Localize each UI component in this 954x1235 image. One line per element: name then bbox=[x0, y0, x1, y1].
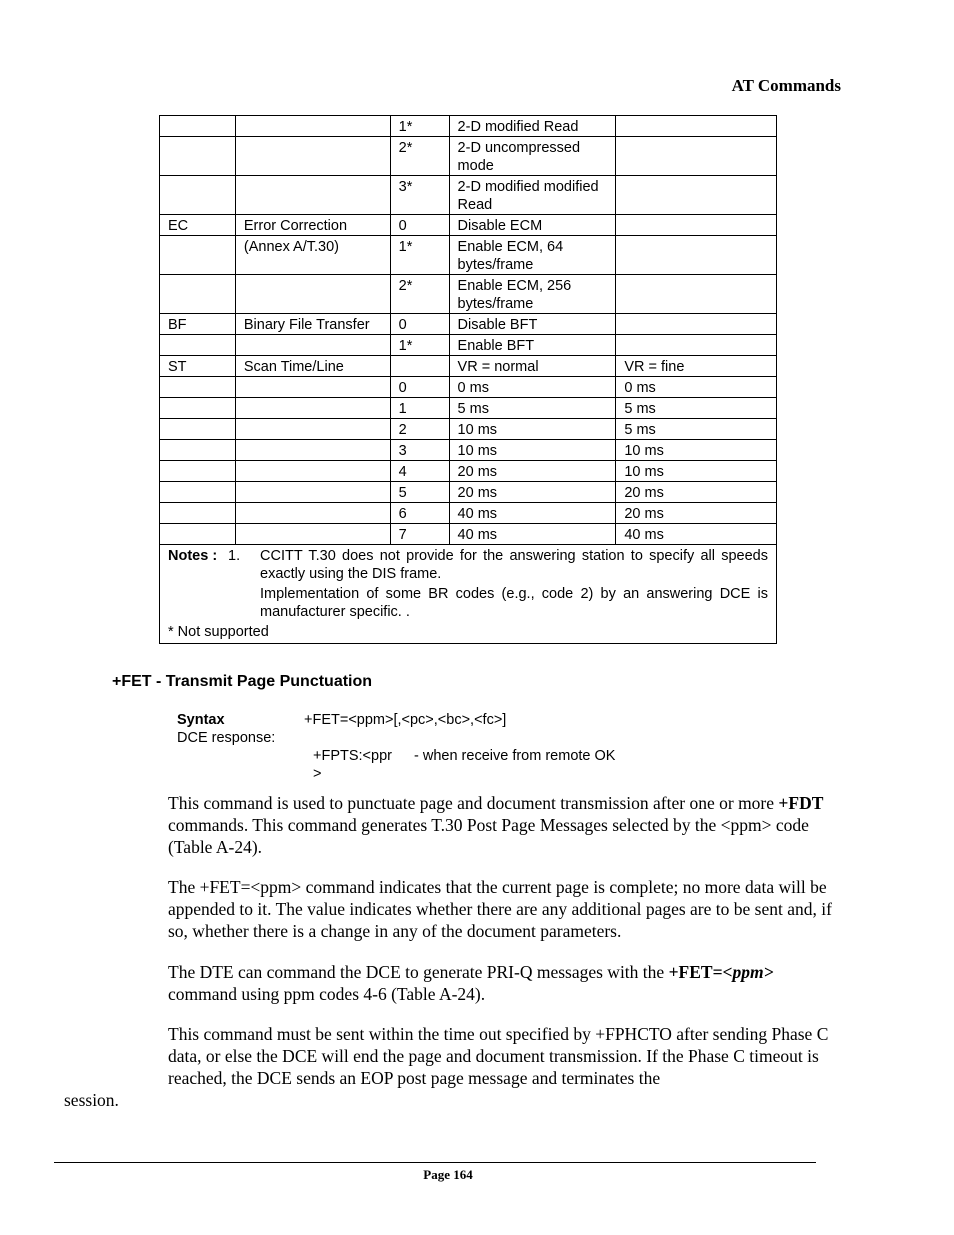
table-cell: (Annex A/T.30) bbox=[235, 236, 390, 275]
table-row bbox=[160, 314, 777, 335]
table-cell: 7 bbox=[390, 524, 449, 545]
table-cell bbox=[235, 275, 390, 314]
table-cell bbox=[160, 524, 236, 545]
table-cell bbox=[616, 335, 777, 356]
table-cell: 5 bbox=[390, 482, 449, 503]
table-cell: 5 ms bbox=[616, 419, 777, 440]
table-cell: Disable ECM bbox=[449, 215, 616, 236]
table-cell bbox=[616, 236, 777, 275]
table-cell: 10 ms bbox=[616, 440, 777, 461]
table-cell bbox=[616, 137, 777, 176]
notes-label: Notes : bbox=[168, 548, 218, 564]
table-cell: 0 bbox=[390, 215, 449, 236]
table-cell: 40 ms bbox=[616, 524, 777, 545]
table-cell: 1* bbox=[390, 236, 449, 275]
table-cell bbox=[616, 215, 777, 236]
table-row bbox=[160, 176, 777, 215]
table-row bbox=[160, 335, 777, 356]
table-cell bbox=[160, 482, 236, 503]
table-cell: 1 bbox=[390, 398, 449, 419]
syntax-block bbox=[177, 711, 677, 783]
table-row bbox=[160, 524, 777, 545]
table-cell: 5 ms bbox=[616, 398, 777, 419]
table-cell: BF bbox=[160, 314, 236, 335]
table-cell: 2* bbox=[390, 137, 449, 176]
table-cell: 6 bbox=[390, 503, 449, 524]
table-cell: 4 bbox=[390, 461, 449, 482]
table-cell bbox=[616, 314, 777, 335]
table-cell bbox=[616, 275, 777, 314]
section-heading: +FET - Transmit Page Punctuation bbox=[112, 673, 373, 690]
not-supported-footnote: * Not supported bbox=[168, 624, 269, 640]
table-cell: VR = normal bbox=[449, 356, 616, 377]
table-cell: 0 ms bbox=[449, 377, 616, 398]
table-cell bbox=[235, 440, 390, 461]
parameter-table-body bbox=[160, 116, 777, 545]
table-row bbox=[160, 461, 777, 482]
page-number: Page 164 bbox=[423, 1167, 473, 1182]
note-item: Implementation of some BR codes (e.g., code 2) by an answering DCE is manufacturer specific. . bbox=[260, 586, 768, 620]
paragraph-2: The +FET=<ppm> command indicates that the current page is complete; no more data will be appended to it. The value indicates whether there are any additional pages are to be sent and, if so, whether there is a change in any of the document parameters. bbox=[168, 877, 832, 941]
table-row bbox=[160, 275, 777, 314]
table-cell bbox=[160, 461, 236, 482]
table-cell: 10 ms bbox=[449, 440, 616, 461]
table-cell: 10 ms bbox=[616, 461, 777, 482]
table-cell bbox=[235, 116, 390, 137]
table-cell bbox=[160, 236, 236, 275]
table-row bbox=[160, 440, 777, 461]
table-cell bbox=[616, 116, 777, 137]
table-cell bbox=[235, 503, 390, 524]
dce-response-value: +FPTS:<ppr> bbox=[313, 748, 392, 782]
table-cell: 0 bbox=[390, 314, 449, 335]
table-row bbox=[160, 482, 777, 503]
table-cell bbox=[160, 275, 236, 314]
table-cell: VR = fine bbox=[616, 356, 777, 377]
table-cell: Binary File Transfer bbox=[235, 314, 390, 335]
table-cell: 0 bbox=[390, 377, 449, 398]
paragraph-4: This command must be sent within the time out specified by +FPHCTO after sending Phase C data, or else the DCE will end the page and document transmission. If the Phase C timeout is reached, the DCE sends an EOP post page message and terminates the bbox=[168, 1024, 829, 1088]
table-cell bbox=[235, 461, 390, 482]
table-cell bbox=[160, 419, 236, 440]
table-cell: 1* bbox=[390, 335, 449, 356]
table-cell: Error Correction bbox=[235, 215, 390, 236]
table-row bbox=[160, 215, 777, 236]
syntax-value: +FET=<ppm>[,<pc>,<bc>,<fc>] bbox=[304, 712, 507, 728]
notes-row bbox=[160, 545, 777, 644]
table-cell: 2-D modified Read bbox=[449, 116, 616, 137]
syntax-label: Syntax bbox=[177, 712, 225, 728]
table-cell bbox=[235, 137, 390, 176]
table-cell: 3 bbox=[390, 440, 449, 461]
table-cell: Enable ECM, 64 bytes/frame bbox=[449, 236, 616, 275]
table-cell: 40 ms bbox=[449, 503, 616, 524]
table-cell bbox=[160, 137, 236, 176]
table-cell: 2-D modified modified Read bbox=[449, 176, 616, 215]
dce-response-label: DCE response: bbox=[177, 730, 276, 746]
table-cell: 20 ms bbox=[616, 503, 777, 524]
notes-number: 1. bbox=[228, 548, 241, 564]
table-row bbox=[160, 116, 777, 137]
table-row bbox=[160, 236, 777, 275]
table-cell bbox=[160, 176, 236, 215]
table-cell: 1* bbox=[390, 116, 449, 137]
table-cell: Disable BFT bbox=[449, 314, 616, 335]
table-cell: 2 bbox=[390, 419, 449, 440]
running-header-title: AT Commands bbox=[731, 76, 841, 95]
table-cell: Enable BFT bbox=[449, 335, 616, 356]
table-row bbox=[160, 137, 777, 176]
table-cell: 20 ms bbox=[449, 461, 616, 482]
table-cell bbox=[235, 176, 390, 215]
table-cell bbox=[160, 398, 236, 419]
fax-parameter-table bbox=[159, 115, 777, 644]
note-item: CCITT T.30 does not provide for the answering station to specify all speeds exactly using the DIS frame. bbox=[260, 548, 768, 582]
table-row bbox=[160, 419, 777, 440]
table-cell: 20 ms bbox=[616, 482, 777, 503]
table-cell bbox=[160, 503, 236, 524]
table-cell: 5 ms bbox=[449, 398, 616, 419]
table-cell bbox=[160, 116, 236, 137]
table-cell: 0 ms bbox=[616, 377, 777, 398]
paragraph-1: This command is used to punctuate page and document transmission after one or more +FDT commands. This command generates T.30 Post Page Messages selected by the <ppm> code (Table A-24). bbox=[168, 793, 824, 857]
table-cell: 20 ms bbox=[449, 482, 616, 503]
table-cell bbox=[235, 377, 390, 398]
table-cell: 2* bbox=[390, 275, 449, 314]
table-cell: 10 ms bbox=[449, 419, 616, 440]
table-row bbox=[160, 398, 777, 419]
table-cell: Enable ECM, 256 bytes/frame bbox=[449, 275, 616, 314]
notes-cell bbox=[160, 545, 777, 644]
table-row bbox=[160, 503, 777, 524]
table-cell: 40 ms bbox=[449, 524, 616, 545]
table-cell bbox=[390, 356, 449, 377]
table-cell bbox=[235, 398, 390, 419]
table-cell: 3* bbox=[390, 176, 449, 215]
table-cell: Scan Time/Line bbox=[235, 356, 390, 377]
table-cell bbox=[160, 440, 236, 461]
table-row bbox=[160, 377, 777, 398]
table-cell bbox=[160, 335, 236, 356]
table-cell bbox=[235, 482, 390, 503]
table-cell bbox=[235, 524, 390, 545]
table-row bbox=[160, 356, 777, 377]
table-cell: EC bbox=[160, 215, 236, 236]
table-cell bbox=[160, 377, 236, 398]
dce-response-description: - when receive from remote OK bbox=[414, 748, 616, 764]
table-cell: 2-D uncompressed mode bbox=[449, 137, 616, 176]
table-cell: ST bbox=[160, 356, 236, 377]
paragraph-4-continuation: session. bbox=[64, 1090, 119, 1110]
table-cell bbox=[616, 176, 777, 215]
footer-rule bbox=[54, 1162, 816, 1163]
table-cell bbox=[235, 335, 390, 356]
table-cell bbox=[235, 419, 390, 440]
paragraph-3: The DTE can command the DCE to generate PRI-Q messages with the +FET=<ppm> command using ppm codes 4-6 (Table A-24). bbox=[168, 962, 774, 1004]
